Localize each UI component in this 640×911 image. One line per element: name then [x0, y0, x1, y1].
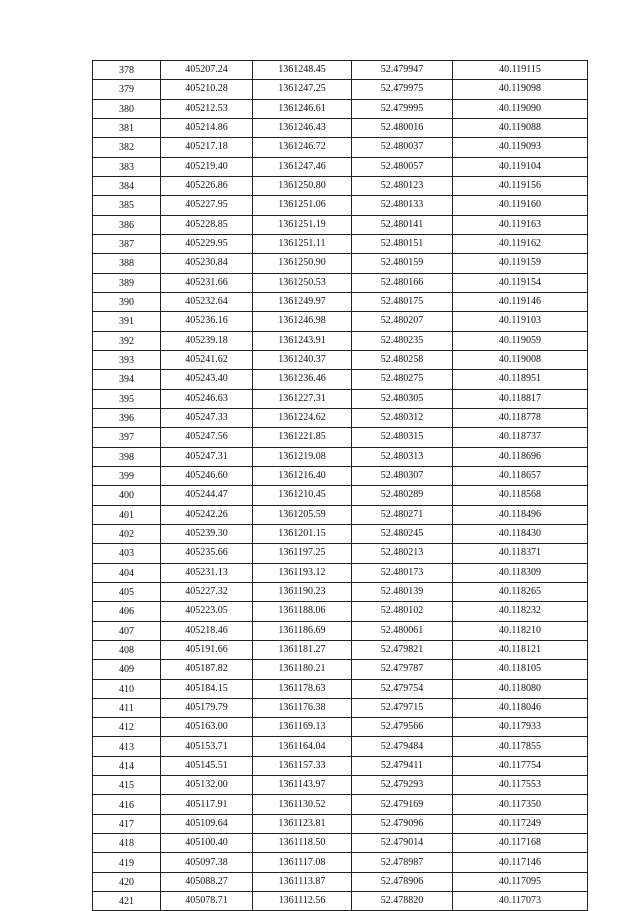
- y-coordinate-cell: 1361251.19: [253, 215, 352, 234]
- x-coordinate-cell: 405217.18: [161, 138, 253, 157]
- longitude-cell: 40.119098: [453, 80, 588, 99]
- y-coordinate-cell: 1361251.11: [253, 234, 352, 253]
- table-row: [93, 718, 588, 737]
- y-coordinate-cell: 1361112.56: [253, 892, 352, 911]
- y-coordinate-cell: 1361164.04: [253, 737, 352, 756]
- longitude-cell: 40.119008: [453, 350, 588, 369]
- longitude-cell: 40.118046: [453, 698, 588, 717]
- point-number-cell: 394: [93, 370, 161, 389]
- table-row: [93, 737, 588, 756]
- table-row: [93, 640, 588, 659]
- longitude-cell: 40.118105: [453, 660, 588, 679]
- latitude-cell: 52.480305: [352, 389, 453, 408]
- longitude-cell: 40.119154: [453, 273, 588, 292]
- table-row: [93, 486, 588, 505]
- table-row: [93, 756, 588, 775]
- x-coordinate-cell: 405088.27: [161, 872, 253, 891]
- x-coordinate-cell: 405218.46: [161, 621, 253, 640]
- point-number-cell: 392: [93, 331, 161, 350]
- table-row: [93, 215, 588, 234]
- latitude-cell: 52.480133: [352, 196, 453, 215]
- longitude-cell: 40.118657: [453, 466, 588, 485]
- y-coordinate-cell: 1361248.45: [253, 61, 352, 80]
- longitude-cell: 40.118430: [453, 524, 588, 543]
- table-row: [93, 370, 588, 389]
- latitude-cell: 52.480307: [352, 466, 453, 485]
- x-coordinate-cell: 405132.00: [161, 776, 253, 795]
- x-coordinate-cell: 405212.53: [161, 99, 253, 118]
- y-coordinate-cell: 1361246.43: [253, 118, 352, 137]
- latitude-cell: 52.479293: [352, 776, 453, 795]
- point-number-cell: 387: [93, 234, 161, 253]
- table-row: [93, 61, 588, 80]
- y-coordinate-cell: 1361251.06: [253, 196, 352, 215]
- y-coordinate-cell: 1361247.25: [253, 80, 352, 99]
- point-number-cell: 410: [93, 679, 161, 698]
- x-coordinate-cell: 405247.56: [161, 428, 253, 447]
- point-number-cell: 405: [93, 582, 161, 601]
- x-coordinate-cell: 405191.66: [161, 640, 253, 659]
- table-body: [93, 61, 588, 911]
- point-number-cell: 399: [93, 466, 161, 485]
- point-number-cell: 403: [93, 544, 161, 563]
- table-row: [93, 331, 588, 350]
- x-coordinate-cell: 405153.71: [161, 737, 253, 756]
- longitude-cell: 40.118265: [453, 582, 588, 601]
- y-coordinate-cell: 1361188.06: [253, 602, 352, 621]
- longitude-cell: 40.119103: [453, 312, 588, 331]
- latitude-cell: 52.480289: [352, 486, 453, 505]
- longitude-cell: 40.117754: [453, 756, 588, 775]
- x-coordinate-cell: 405210.28: [161, 80, 253, 99]
- table-row: [93, 292, 588, 311]
- latitude-cell: 52.479169: [352, 795, 453, 814]
- x-coordinate-cell: 405239.18: [161, 331, 253, 350]
- latitude-cell: 52.479821: [352, 640, 453, 659]
- longitude-cell: 40.117249: [453, 814, 588, 833]
- longitude-cell: 40.117146: [453, 853, 588, 872]
- table-row: [93, 408, 588, 427]
- longitude-cell: 40.117933: [453, 718, 588, 737]
- x-coordinate-cell: 405244.47: [161, 486, 253, 505]
- latitude-cell: 52.480312: [352, 408, 453, 427]
- x-coordinate-cell: 405109.64: [161, 814, 253, 833]
- y-coordinate-cell: 1361205.59: [253, 505, 352, 524]
- x-coordinate-cell: 405246.63: [161, 389, 253, 408]
- point-number-cell: 413: [93, 737, 161, 756]
- table-row: [93, 99, 588, 118]
- point-number-cell: 386: [93, 215, 161, 234]
- point-number-cell: 388: [93, 254, 161, 273]
- latitude-cell: 52.480037: [352, 138, 453, 157]
- longitude-cell: 40.118817: [453, 389, 588, 408]
- point-number-cell: 418: [93, 834, 161, 853]
- table-row: [93, 660, 588, 679]
- y-coordinate-cell: 1361243.91: [253, 331, 352, 350]
- x-coordinate-cell: 405145.51: [161, 756, 253, 775]
- point-number-cell: 391: [93, 312, 161, 331]
- longitude-cell: 40.118568: [453, 486, 588, 505]
- y-coordinate-cell: 1361193.12: [253, 563, 352, 582]
- y-coordinate-cell: 1361247.46: [253, 157, 352, 176]
- x-coordinate-cell: 405243.40: [161, 370, 253, 389]
- table-row: [93, 679, 588, 698]
- point-number-cell: 409: [93, 660, 161, 679]
- point-number-cell: 411: [93, 698, 161, 717]
- point-number-cell: 414: [93, 756, 161, 775]
- latitude-cell: 52.479411: [352, 756, 453, 775]
- point-number-cell: 380: [93, 99, 161, 118]
- y-coordinate-cell: 1361181.27: [253, 640, 352, 659]
- point-number-cell: 419: [93, 853, 161, 872]
- table-row: [93, 447, 588, 466]
- point-number-cell: 406: [93, 602, 161, 621]
- latitude-cell: 52.480141: [352, 215, 453, 234]
- x-coordinate-cell: 405241.62: [161, 350, 253, 369]
- y-coordinate-cell: 1361143.97: [253, 776, 352, 795]
- longitude-cell: 40.117855: [453, 737, 588, 756]
- y-coordinate-cell: 1361236.46: [253, 370, 352, 389]
- table-row: [93, 621, 588, 640]
- table-row: [93, 466, 588, 485]
- latitude-cell: 52.480258: [352, 350, 453, 369]
- latitude-cell: 52.480275: [352, 370, 453, 389]
- longitude-cell: 40.119059: [453, 331, 588, 350]
- x-coordinate-cell: 405117.91: [161, 795, 253, 814]
- y-coordinate-cell: 1361130.52: [253, 795, 352, 814]
- latitude-cell: 52.479014: [352, 834, 453, 853]
- y-coordinate-cell: 1361250.90: [253, 254, 352, 273]
- longitude-cell: 40.119146: [453, 292, 588, 311]
- table-row: [93, 138, 588, 157]
- latitude-cell: 52.480061: [352, 621, 453, 640]
- point-number-cell: 396: [93, 408, 161, 427]
- y-coordinate-cell: 1361169.13: [253, 718, 352, 737]
- latitude-cell: 52.480175: [352, 292, 453, 311]
- latitude-cell: 52.480166: [352, 273, 453, 292]
- point-number-cell: 395: [93, 389, 161, 408]
- latitude-cell: 52.480057: [352, 157, 453, 176]
- x-coordinate-cell: 405232.64: [161, 292, 253, 311]
- y-coordinate-cell: 1361178.63: [253, 679, 352, 698]
- table-row: [93, 254, 588, 273]
- y-coordinate-cell: 1361186.69: [253, 621, 352, 640]
- longitude-cell: 40.119088: [453, 118, 588, 137]
- table-row: [93, 602, 588, 621]
- x-coordinate-cell: 405226.86: [161, 176, 253, 195]
- table-row: [93, 563, 588, 582]
- table-row: [93, 234, 588, 253]
- longitude-cell: 40.117073: [453, 892, 588, 911]
- longitude-cell: 40.118210: [453, 621, 588, 640]
- x-coordinate-cell: 405187.82: [161, 660, 253, 679]
- x-coordinate-cell: 405242.26: [161, 505, 253, 524]
- longitude-cell: 40.118232: [453, 602, 588, 621]
- longitude-cell: 40.118951: [453, 370, 588, 389]
- y-coordinate-cell: 1361246.72: [253, 138, 352, 157]
- point-number-cell: 421: [93, 892, 161, 911]
- x-coordinate-cell: 405184.15: [161, 679, 253, 698]
- x-coordinate-cell: 405239.30: [161, 524, 253, 543]
- table-row: [93, 312, 588, 331]
- x-coordinate-cell: 405247.33: [161, 408, 253, 427]
- x-coordinate-cell: 405227.32: [161, 582, 253, 601]
- point-number-cell: 383: [93, 157, 161, 176]
- x-coordinate-cell: 405223.05: [161, 602, 253, 621]
- point-number-cell: 385: [93, 196, 161, 215]
- longitude-cell: 40.118778: [453, 408, 588, 427]
- coordinates-table: [92, 60, 588, 911]
- x-coordinate-cell: 405246.60: [161, 466, 253, 485]
- longitude-cell: 40.118309: [453, 563, 588, 582]
- point-number-cell: 378: [93, 61, 161, 80]
- latitude-cell: 52.480123: [352, 176, 453, 195]
- y-coordinate-cell: 1361246.98: [253, 312, 352, 331]
- table-row: [93, 582, 588, 601]
- x-coordinate-cell: 405097.38: [161, 853, 253, 872]
- table-row: [93, 834, 588, 853]
- table-row: [93, 389, 588, 408]
- x-coordinate-cell: 405236.16: [161, 312, 253, 331]
- y-coordinate-cell: 1361180.21: [253, 660, 352, 679]
- y-coordinate-cell: 1361227.31: [253, 389, 352, 408]
- latitude-cell: 52.479754: [352, 679, 453, 698]
- latitude-cell: 52.478987: [352, 853, 453, 872]
- point-number-cell: 390: [93, 292, 161, 311]
- latitude-cell: 52.479995: [352, 99, 453, 118]
- point-number-cell: 412: [93, 718, 161, 737]
- longitude-cell: 40.119090: [453, 99, 588, 118]
- latitude-cell: 52.480173: [352, 563, 453, 582]
- longitude-cell: 40.118696: [453, 447, 588, 466]
- y-coordinate-cell: 1361210.45: [253, 486, 352, 505]
- point-number-cell: 408: [93, 640, 161, 659]
- latitude-cell: 52.479975: [352, 80, 453, 99]
- table-row: [93, 273, 588, 292]
- longitude-cell: 40.118080: [453, 679, 588, 698]
- longitude-cell: 40.119163: [453, 215, 588, 234]
- latitude-cell: 52.480245: [352, 524, 453, 543]
- y-coordinate-cell: 1361246.61: [253, 99, 352, 118]
- table-row: [93, 196, 588, 215]
- x-coordinate-cell: 405179.79: [161, 698, 253, 717]
- point-number-cell: 382: [93, 138, 161, 157]
- point-number-cell: 397: [93, 428, 161, 447]
- y-coordinate-cell: 1361249.97: [253, 292, 352, 311]
- point-number-cell: 400: [93, 486, 161, 505]
- y-coordinate-cell: 1361224.62: [253, 408, 352, 427]
- y-coordinate-cell: 1361221.85: [253, 428, 352, 447]
- x-coordinate-cell: 405078.71: [161, 892, 253, 911]
- longitude-cell: 40.119159: [453, 254, 588, 273]
- y-coordinate-cell: 1361190.23: [253, 582, 352, 601]
- x-coordinate-cell: 405229.95: [161, 234, 253, 253]
- table-row: [93, 350, 588, 369]
- point-number-cell: 384: [93, 176, 161, 195]
- longitude-cell: 40.119162: [453, 234, 588, 253]
- table-row: [93, 544, 588, 563]
- table-row: [93, 157, 588, 176]
- x-coordinate-cell: 405214.86: [161, 118, 253, 137]
- latitude-cell: 52.478906: [352, 872, 453, 891]
- longitude-cell: 40.119104: [453, 157, 588, 176]
- y-coordinate-cell: 1361240.37: [253, 350, 352, 369]
- point-number-cell: 415: [93, 776, 161, 795]
- latitude-cell: 52.479096: [352, 814, 453, 833]
- y-coordinate-cell: 1361157.33: [253, 756, 352, 775]
- y-coordinate-cell: 1361176.38: [253, 698, 352, 717]
- table-row: [93, 176, 588, 195]
- latitude-cell: 52.480313: [352, 447, 453, 466]
- table-row: [93, 872, 588, 891]
- x-coordinate-cell: 405230.84: [161, 254, 253, 273]
- longitude-cell: 40.119093: [453, 138, 588, 157]
- table-row: [93, 118, 588, 137]
- y-coordinate-cell: 1361216.40: [253, 466, 352, 485]
- x-coordinate-cell: 405231.13: [161, 563, 253, 582]
- table-row: [93, 776, 588, 795]
- table-row: [93, 505, 588, 524]
- longitude-cell: 40.117553: [453, 776, 588, 795]
- longitude-cell: 40.119156: [453, 176, 588, 195]
- x-coordinate-cell: 405227.95: [161, 196, 253, 215]
- point-number-cell: 389: [93, 273, 161, 292]
- latitude-cell: 52.480207: [352, 312, 453, 331]
- latitude-cell: 52.479947: [352, 61, 453, 80]
- y-coordinate-cell: 1361117.08: [253, 853, 352, 872]
- table-row: [93, 795, 588, 814]
- latitude-cell: 52.479484: [352, 737, 453, 756]
- table-row: [93, 853, 588, 872]
- longitude-cell: 40.118121: [453, 640, 588, 659]
- point-number-cell: 398: [93, 447, 161, 466]
- longitude-cell: 40.118371: [453, 544, 588, 563]
- longitude-cell: 40.117095: [453, 872, 588, 891]
- latitude-cell: 52.480102: [352, 602, 453, 621]
- point-number-cell: 401: [93, 505, 161, 524]
- table-row: [93, 428, 588, 447]
- latitude-cell: 52.480213: [352, 544, 453, 563]
- y-coordinate-cell: 1361113.87: [253, 872, 352, 891]
- table-row: [93, 814, 588, 833]
- point-number-cell: 393: [93, 350, 161, 369]
- point-number-cell: 407: [93, 621, 161, 640]
- longitude-cell: 40.119160: [453, 196, 588, 215]
- x-coordinate-cell: 405231.66: [161, 273, 253, 292]
- x-coordinate-cell: 405207.24: [161, 61, 253, 80]
- point-number-cell: 381: [93, 118, 161, 137]
- latitude-cell: 52.480151: [352, 234, 453, 253]
- latitude-cell: 52.479787: [352, 660, 453, 679]
- longitude-cell: 40.117168: [453, 834, 588, 853]
- latitude-cell: 52.480139: [352, 582, 453, 601]
- x-coordinate-cell: 405163.00: [161, 718, 253, 737]
- longitude-cell: 40.118737: [453, 428, 588, 447]
- x-coordinate-cell: 405228.85: [161, 215, 253, 234]
- x-coordinate-cell: 405235.66: [161, 544, 253, 563]
- point-number-cell: 402: [93, 524, 161, 543]
- latitude-cell: 52.480271: [352, 505, 453, 524]
- latitude-cell: 52.479715: [352, 698, 453, 717]
- latitude-cell: 52.480016: [352, 118, 453, 137]
- y-coordinate-cell: 1361123.81: [253, 814, 352, 833]
- latitude-cell: 52.478820: [352, 892, 453, 911]
- table-row: [93, 524, 588, 543]
- latitude-cell: 52.480315: [352, 428, 453, 447]
- table-row: [93, 80, 588, 99]
- latitude-cell: 52.480159: [352, 254, 453, 273]
- x-coordinate-cell: 405219.40: [161, 157, 253, 176]
- y-coordinate-cell: 1361219.08: [253, 447, 352, 466]
- table-row: [93, 892, 588, 911]
- table-row: [93, 698, 588, 717]
- longitude-cell: 40.119115: [453, 61, 588, 80]
- latitude-cell: 52.479566: [352, 718, 453, 737]
- point-number-cell: 404: [93, 563, 161, 582]
- y-coordinate-cell: 1361250.53: [253, 273, 352, 292]
- point-number-cell: 417: [93, 814, 161, 833]
- y-coordinate-cell: 1361118.50: [253, 834, 352, 853]
- y-coordinate-cell: 1361250.80: [253, 176, 352, 195]
- point-number-cell: 420: [93, 872, 161, 891]
- point-number-cell: 379: [93, 80, 161, 99]
- x-coordinate-cell: 405247.31: [161, 447, 253, 466]
- y-coordinate-cell: 1361201.15: [253, 524, 352, 543]
- longitude-cell: 40.118496: [453, 505, 588, 524]
- longitude-cell: 40.117350: [453, 795, 588, 814]
- x-coordinate-cell: 405100.40: [161, 834, 253, 853]
- y-coordinate-cell: 1361197.25: [253, 544, 352, 563]
- point-number-cell: 416: [93, 795, 161, 814]
- latitude-cell: 52.480235: [352, 331, 453, 350]
